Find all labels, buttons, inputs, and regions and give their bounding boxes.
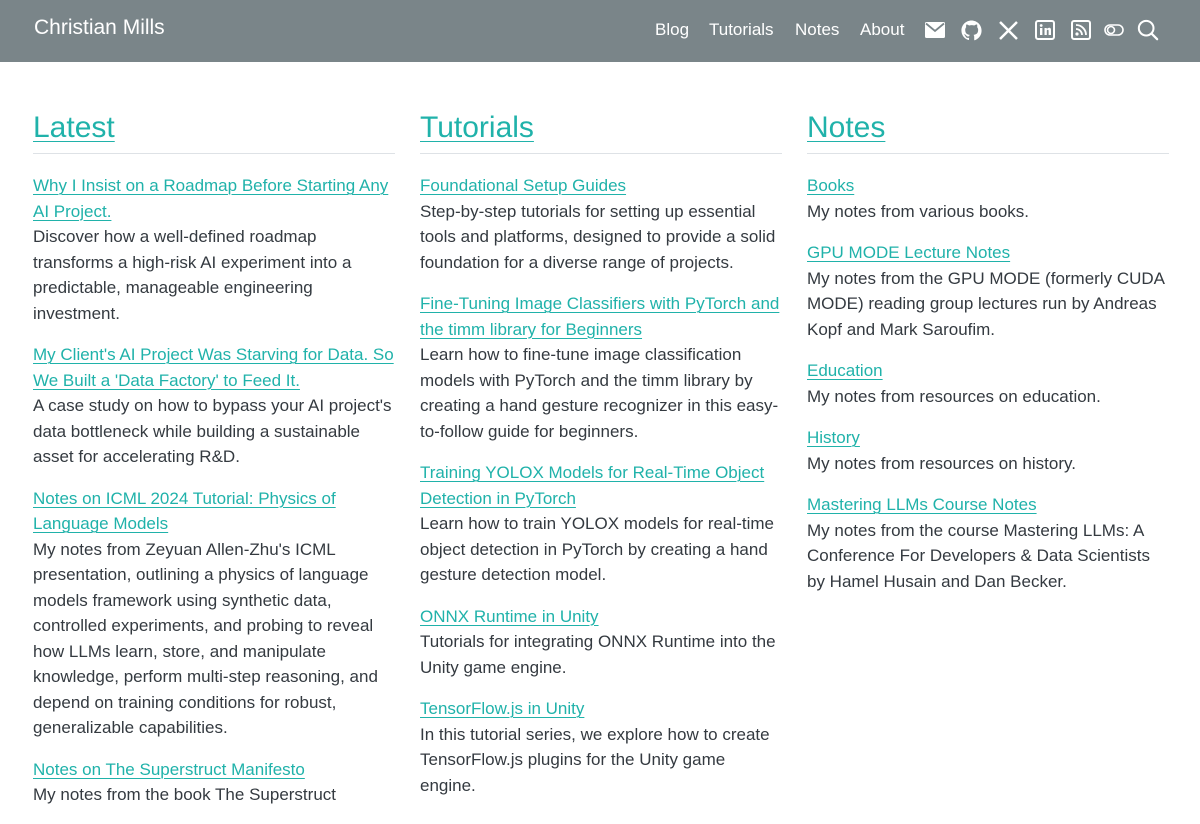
list-item xyxy=(807,240,1169,342)
list-item xyxy=(420,696,782,798)
post-description: My notes from Zeyuan Allen-Zhu's ICML presentation, outlining a physics of language models framework using synthetic data, controlled experiments, and probing to reveal how LLMs learn, store, and manipulate knowledge, perform multi-step reasoning, and depend on training conditions for robust, generalizable capabilities. xyxy=(33,539,378,737)
rss-icon[interactable] xyxy=(1070,19,1092,41)
nav-link-about[interactable]: About xyxy=(860,20,905,39)
notes-description: My notes from the GPU MODE (formerly CUDA MODE) reading group lectures run by Andreas Kopf and Mark Saroufim. xyxy=(807,268,1165,339)
notes-column xyxy=(807,108,1169,610)
nav-link-tutorials[interactable]: Tutorials xyxy=(709,20,774,39)
linkedin-icon[interactable] xyxy=(1034,19,1056,41)
notes-description: My notes from the course Mastering LLMs: A Conference For Developers & Data Scientists by Hamel Husain and Dan Becker. xyxy=(807,520,1150,591)
github-icon[interactable] xyxy=(960,19,982,41)
tutorial-link[interactable]: Foundational Setup Guides xyxy=(420,176,627,195)
list-item xyxy=(807,358,1169,409)
notes-description: My notes from resources on history. xyxy=(807,453,1076,473)
site-brand[interactable]: Christian Mills xyxy=(34,16,165,39)
tutorial-link[interactable]: ONNX Runtime in Unity xyxy=(420,606,599,626)
list-item xyxy=(807,425,1169,476)
post-description: A case study on how to bypass your AI project's data bottleneck while building a sustainable asset for accelerating R&D. xyxy=(33,396,392,466)
tutorials-heading[interactable]: Tutorials xyxy=(420,111,534,144)
post-link[interactable]: Why I Insist on a Roadmap Before Starting Any AI Project. xyxy=(33,176,389,221)
list-item xyxy=(420,291,782,444)
list-item xyxy=(33,342,395,470)
post-description: Discover how a well-defined roadmap transforms a high-risk AI experiment into a predictable, manageable engineering investment. xyxy=(33,227,352,323)
list-item xyxy=(420,173,782,275)
notes-description: My notes from various books. xyxy=(807,201,1030,221)
mail-icon[interactable] xyxy=(924,19,946,41)
theme-toggle-icon[interactable] xyxy=(1103,19,1125,41)
list-item xyxy=(420,604,782,681)
list-item xyxy=(420,460,782,588)
top-navbar xyxy=(0,0,1200,62)
list-item xyxy=(33,486,395,741)
tutorial-link[interactable]: TensorFlow.js in Unity xyxy=(420,699,585,718)
post-description: My notes from the book The Superstruct xyxy=(33,785,336,804)
notes-link[interactable]: Books xyxy=(807,176,855,195)
notes-description: My notes from resources on education. xyxy=(807,386,1101,406)
post-link[interactable]: Notes on The Superstruct Manifesto xyxy=(33,759,305,779)
list-item xyxy=(807,492,1169,594)
post-link[interactable]: My Client's AI Project Was Starving for Data. So We Built a 'Data Factory' to Feed It. xyxy=(33,345,394,390)
tutorial-description: Step-by-step tutorials for setting up essential tools and platforms, designed to provide a solid foundation for a diverse range of projects. xyxy=(420,201,776,272)
divider xyxy=(807,153,1169,154)
list-item xyxy=(33,173,395,326)
nav-link-notes[interactable]: Notes xyxy=(795,20,840,39)
notes-link[interactable]: Education xyxy=(807,361,883,380)
x-twitter-icon[interactable] xyxy=(997,19,1019,41)
tutorial-description: Tutorials for integrating ONNX Runtime into the Unity game engine. xyxy=(420,632,776,677)
notes-heading[interactable]: Notes xyxy=(807,111,886,144)
tutorial-link[interactable]: Training YOLOX Models for Real-Time Object Detection in PyTorch xyxy=(420,463,765,508)
nav-link-blog[interactable]: Blog xyxy=(655,20,690,39)
tutorial-description: In this tutorial series, we explore how to create TensorFlow.js plugins for the Unity game engine. xyxy=(420,724,770,795)
post-link[interactable]: Notes on ICML 2024 Tutorial: Physics of Language Models xyxy=(33,488,336,533)
notes-link[interactable]: Mastering LLMs Course Notes xyxy=(807,495,1037,514)
latest-column xyxy=(33,108,395,824)
latest-heading[interactable]: Latest xyxy=(33,111,115,144)
tutorial-description: Learn how to fine-tune image classification models with PyTorch and the timm library by creating a hand gesture recognizer in this easy-to-follow guide for beginners. xyxy=(420,345,779,441)
search-icon[interactable] xyxy=(1137,19,1159,41)
notes-link[interactable]: GPU MODE Lecture Notes xyxy=(807,243,1011,262)
divider xyxy=(33,153,395,154)
tutorial-link[interactable]: Fine-Tuning Image Classifiers with PyTorch and the timm library for Beginners xyxy=(420,294,780,339)
tutorial-description: Learn how to train YOLOX models for real-time object detection in PyTorch by creating a hand gesture detection model. xyxy=(420,514,775,584)
list-item xyxy=(807,173,1169,224)
tutorials-column xyxy=(420,108,782,814)
divider xyxy=(420,153,782,154)
notes-link[interactable]: History xyxy=(807,428,860,447)
